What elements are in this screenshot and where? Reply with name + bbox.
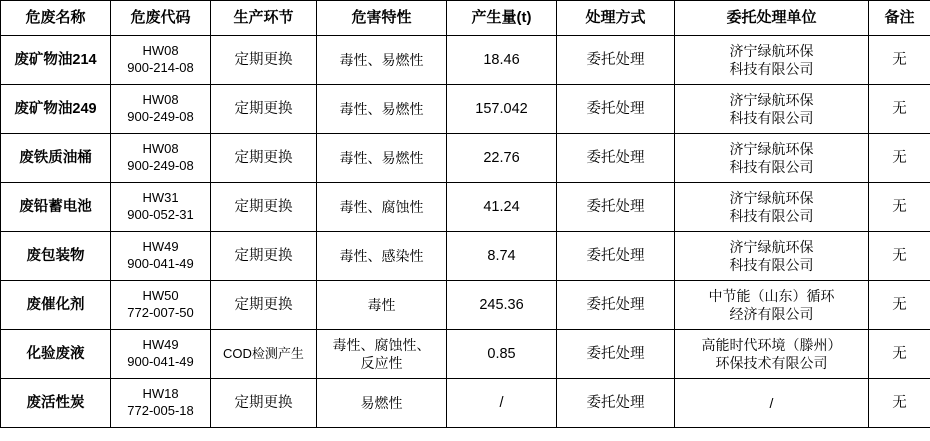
cell-hazard-property: [317, 85, 447, 134]
hazard-line-1: 毒性、易燃性: [339, 149, 424, 166]
cell-production-stage: 定期更换: [211, 183, 317, 232]
cell-production-stage: 定期更换: [211, 134, 317, 183]
cell-treatment-method: 委托处理: [557, 330, 675, 379]
code-line-1: HW08: [142, 92, 179, 108]
code-line-2: 900-249-08: [127, 109, 194, 124]
cell-treatment-method: 委托处理: [557, 281, 675, 330]
header-production-stage: 生产环节: [211, 1, 317, 36]
header-treatment-method: 处理方式: [557, 1, 675, 36]
unit-line-2: 科技有限公司: [729, 159, 814, 175]
cell-waste-code: [111, 330, 211, 379]
unit-line-2: 环保技术有限公司: [715, 355, 828, 371]
cell-waste-name: 废铅蓄电池: [1, 183, 111, 232]
header-waste-name: 危废名称: [1, 1, 111, 36]
cell-hazard-property: [317, 281, 447, 330]
code-line-1: HW49: [142, 239, 179, 255]
table-row: [1, 85, 930, 134]
header-entrusted-unit: 委托处理单位: [675, 1, 869, 36]
table-row: [1, 134, 930, 183]
header-remark: 备注: [869, 1, 930, 36]
unit-line-2: 科技有限公司: [729, 110, 814, 126]
cell-waste-code: [111, 85, 211, 134]
code-line-2: 772-005-18: [127, 403, 194, 418]
cell-waste-name: 废矿物油249: [1, 85, 111, 134]
cell-waste-name: 废铁质油桶: [1, 134, 111, 183]
cell-remark: 无: [869, 134, 930, 183]
cell-hazard-property: [317, 183, 447, 232]
cell-waste-name: 废包装物: [1, 232, 111, 281]
unit-line-1: 中节能（山东）循环: [708, 287, 835, 304]
cell-entrusted-unit: [675, 232, 869, 281]
cell-remark: 无: [869, 281, 930, 330]
cell-waste-code: [111, 281, 211, 330]
cell-production-stage: COD检测产生: [211, 330, 317, 379]
hazard-line-1: 毒性、易燃性: [339, 51, 424, 68]
code-line-2: 900-249-08: [127, 158, 194, 173]
header-row: [1, 1, 930, 36]
code-line-1: HW08: [142, 43, 179, 59]
hazard-line-1: 毒性、感染性: [339, 247, 424, 264]
table-row: [1, 379, 930, 428]
cell-waste-code: [111, 379, 211, 428]
cell-treatment-method: 委托处理: [557, 85, 675, 134]
unit-line-1: /: [769, 394, 774, 411]
cell-entrusted-unit: [675, 36, 869, 85]
table-row: [1, 183, 930, 232]
unit-line-2: 科技有限公司: [729, 61, 814, 77]
cell-remark: 无: [869, 183, 930, 232]
code-line-2: 772-007-50: [127, 305, 194, 320]
cell-entrusted-unit: [675, 330, 869, 379]
hazard-line-1: 易燃性: [360, 394, 403, 411]
cell-waste-code: [111, 232, 211, 281]
unit-line-2: 科技有限公司: [729, 257, 814, 273]
table-row: [1, 281, 930, 330]
cell-amount: /: [447, 379, 557, 428]
cell-production-stage: 定期更换: [211, 85, 317, 134]
cell-amount: 8.74: [447, 232, 557, 281]
code-line-1: HW50: [142, 288, 179, 304]
cell-entrusted-unit: [675, 85, 869, 134]
cell-remark: 无: [869, 379, 930, 428]
cell-production-stage: 定期更换: [211, 232, 317, 281]
hazard-line-1: 毒性: [367, 296, 396, 313]
cell-waste-name: 废矿物油214: [1, 36, 111, 85]
unit-line-1: 济宁绿航环保: [729, 91, 814, 108]
code-line-2: 900-214-08: [127, 60, 194, 75]
code-line-2: 900-041-49: [127, 256, 194, 271]
unit-line-1: 济宁绿航环保: [729, 189, 814, 206]
cell-remark: 无: [869, 330, 930, 379]
unit-line-1: 济宁绿航环保: [729, 140, 814, 157]
cell-treatment-method: 委托处理: [557, 232, 675, 281]
table-body: [1, 36, 930, 428]
cell-treatment-method: 委托处理: [557, 134, 675, 183]
cell-hazard-property: [317, 232, 447, 281]
cell-hazard-property: [317, 36, 447, 85]
hazard-line-1: 毒性、腐蚀性、: [332, 336, 431, 353]
unit-line-1: 济宁绿航环保: [729, 42, 814, 59]
cell-remark: 无: [869, 232, 930, 281]
header-waste-code: 危废代码: [111, 1, 211, 36]
cell-entrusted-unit: [675, 281, 869, 330]
header-amount: 产生量(t): [447, 1, 557, 36]
cell-waste-name: 化验废液: [1, 330, 111, 379]
cell-amount: 22.76: [447, 134, 557, 183]
header-hazard-property: 危害特性: [317, 1, 447, 36]
unit-line-1: 济宁绿航环保: [729, 238, 814, 255]
unit-line-2: 科技有限公司: [729, 208, 814, 224]
code-line-1: HW18: [142, 386, 179, 402]
cell-treatment-method: 委托处理: [557, 36, 675, 85]
unit-line-2: 经济有限公司: [729, 306, 814, 322]
cell-amount: 0.85: [447, 330, 557, 379]
cell-treatment-method: 委托处理: [557, 379, 675, 428]
cell-waste-code: [111, 134, 211, 183]
cell-entrusted-unit: [675, 379, 869, 428]
hazard-line-1: 毒性、腐蚀性: [339, 198, 424, 215]
table-row: [1, 330, 930, 379]
cell-hazard-property: [317, 134, 447, 183]
cell-amount: 245.36: [447, 281, 557, 330]
table-row: [1, 232, 930, 281]
hazard-line-1: 毒性、易燃性: [339, 100, 424, 117]
code-line-2: 900-041-49: [127, 354, 194, 369]
cell-waste-code: [111, 183, 211, 232]
cell-treatment-method: 委托处理: [557, 183, 675, 232]
code-line-1: HW08: [142, 141, 179, 157]
cell-waste-name: 废催化剂: [1, 281, 111, 330]
cell-production-stage: 定期更换: [211, 281, 317, 330]
cell-production-stage: 定期更换: [211, 36, 317, 85]
cell-amount: 41.24: [447, 183, 557, 232]
cell-waste-code: [111, 36, 211, 85]
cell-hazard-property: [317, 379, 447, 428]
code-line-1: HW49: [142, 337, 179, 353]
unit-line-1: 高能时代环境（滕州）: [701, 336, 842, 353]
cell-remark: 无: [869, 85, 930, 134]
cell-amount: 18.46: [447, 36, 557, 85]
cell-entrusted-unit: [675, 183, 869, 232]
cell-waste-name: 废活性炭: [1, 379, 111, 428]
cell-amount: 157.042: [447, 85, 557, 134]
hazard-line-2: 反应性: [360, 355, 403, 371]
code-line-1: HW31: [142, 190, 179, 206]
cell-production-stage: 定期更换: [211, 379, 317, 428]
cell-hazard-property: [317, 330, 447, 379]
cell-remark: 无: [869, 36, 930, 85]
table-row: [1, 36, 930, 85]
code-line-2: 900-052-31: [127, 207, 194, 222]
cell-entrusted-unit: [675, 134, 869, 183]
table-header: [1, 1, 930, 36]
